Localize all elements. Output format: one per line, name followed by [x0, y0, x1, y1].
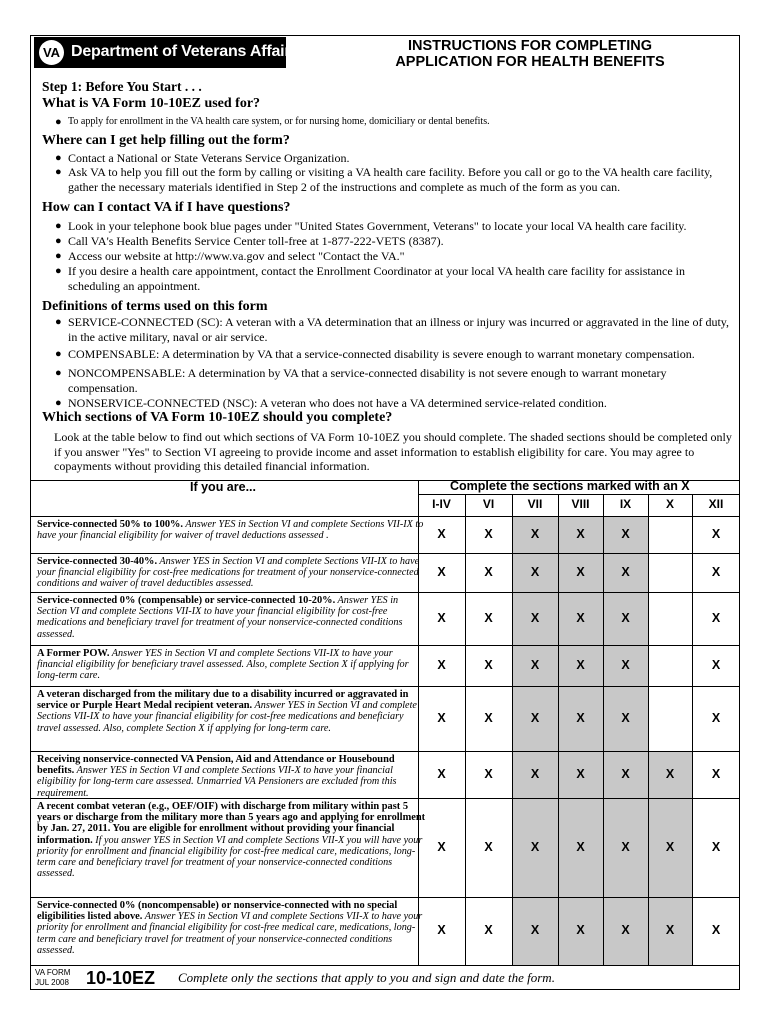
row-divider — [30, 553, 740, 554]
x-mark: X — [576, 923, 585, 937]
x-mark: X — [576, 564, 585, 579]
header-bottom-border — [30, 516, 740, 517]
x-mark: X — [530, 923, 540, 937]
table-left-header: If you are... — [190, 480, 256, 494]
x-mark: X — [437, 564, 446, 579]
row-label-bold: A veteran discharged from the military due to a disability incurred or aggravated in service or Purple Heart Medal recipient veteran. — [37, 689, 409, 712]
x-mark: X — [484, 766, 493, 781]
x-mark: X — [621, 526, 630, 541]
x-mark: X — [621, 564, 630, 579]
x-mark: X — [576, 610, 585, 625]
row-divider — [30, 686, 740, 687]
x-mark: X — [484, 564, 493, 579]
x-mark: X — [437, 526, 446, 541]
x-mark: X — [576, 766, 585, 781]
row-label-bold: Service-connected 30-40%. — [37, 556, 158, 567]
q4-heading: Definitions of terms used on this form — [42, 299, 268, 314]
q3-bullet: ● Look in your telephone book blue pages under "United States Government, Veterans" to locate your local VA health care facility. — [55, 219, 687, 233]
x-mark: X — [437, 766, 446, 781]
x-mark: X — [621, 839, 630, 854]
column-divider — [648, 494, 649, 965]
row-label — [37, 648, 427, 682]
row-divider — [30, 965, 740, 966]
q3-bullet: ● Call VA's Health Benefits Service Center toll-free at 1-877-222-VETS (8387). — [55, 234, 444, 248]
row-label-bold: A Former POW. — [37, 648, 110, 659]
q2-bullet: ● Contact a National or State Veterans Service Organization. — [55, 151, 350, 165]
x-mark: X — [576, 526, 585, 541]
column-divider — [558, 494, 559, 965]
bullet-icon: ● — [55, 348, 62, 360]
header — [30, 35, 740, 75]
x-mark: X — [484, 923, 493, 937]
q4-bullet: ● SERVICE-CONNECTED (SC): A veteran with a VA determination that an illness or injury was incurred or aggravated in the line of duty, in the active military, naval or air service. — [55, 315, 730, 344]
va-seal-icon: VA — [39, 40, 64, 65]
x-mark: X — [530, 710, 540, 725]
q1-heading: What is VA Form 10-10EZ used for? — [42, 96, 261, 111]
bullet-icon: ● — [55, 316, 62, 328]
bullet-icon: ● — [55, 152, 62, 164]
row-label-italic: Answer YES in Section VI and complete Sections VII-IX to have your financial eligibility for cost-free medications and beneficiary travel for treatment of your nonservice-connected conditions assessed. — [37, 595, 403, 640]
q2-heading: Where can I get help filling out the form? — [42, 133, 290, 148]
row-label — [37, 754, 427, 799]
x-mark: X — [484, 710, 493, 725]
footer-note: Complete only the sections that apply to you and sign and date the form. — [178, 970, 555, 985]
bullet-icon: ● — [55, 116, 62, 128]
row-divider — [30, 645, 740, 646]
row-label-bold: Service-connected 0% (compensable) or service-connected 10-20%. — [37, 595, 336, 606]
x-mark: X — [530, 766, 540, 781]
column-header: I-IV — [432, 497, 451, 511]
row-label-italic: Answer YES in Section VI and complete Sections VII-X to have your priority for enrollment and financial eligibility for cost-free medical care, medications, long-term care and beneficiary travel for treatment of your nonservice-connected conditions assessed. — [37, 911, 423, 956]
q4-bullet: ● NONSERVICE-CONNECTED (NSC): A veteran who does not have a VA determined service-related condition. — [55, 396, 607, 410]
q4-bullet: ● COMPENSABLE: A determination by VA that a service-connected disability is severe enough to warrant monetary compensation. — [55, 347, 695, 361]
x-mark: X — [621, 657, 630, 672]
q2-bullet: ● Ask VA to help you fill out the form by calling or visiting a VA health care facility. Before you call or go to the VA health care facility, gather the necessary materials identified in Step 2 of the instructions and complete as much of the form as you can. — [55, 165, 713, 194]
table-right-header: Complete the sections marked with an X — [450, 479, 690, 493]
x-mark: X — [621, 610, 630, 625]
x-mark: X — [576, 657, 585, 672]
column-header: IX — [619, 497, 632, 511]
column-divider — [465, 494, 466, 965]
row-label-bold: A recent combat veteran (e.g., OEF/OIF) with discharge from military within past 5 years or discharge from the military more than 5 years ago and applying for enrollment by Jan. 27, 2011. You are eligible for enrollment without providing your financial information. — [37, 801, 426, 846]
x-mark: X — [437, 710, 446, 725]
x-mark: X — [665, 839, 675, 854]
x-mark: X — [711, 766, 721, 781]
q5-heading: Which sections of VA Form 10-10EZ should you complete? — [42, 410, 393, 425]
x-mark: X — [711, 923, 721, 937]
x-mark: X — [576, 839, 585, 854]
q3-bullet: ● If you desire a health care appointment, contact the Enrollment Coordinator at your local VA health care facility for assistance in scheduling an appointment. — [55, 264, 686, 293]
row-divider — [30, 897, 740, 898]
x-mark: X — [530, 610, 540, 625]
x-mark: X — [530, 564, 540, 579]
column-header: VI — [482, 497, 495, 511]
x-mark: X — [484, 657, 493, 672]
org-name: Department of Veterans Affairs — [71, 43, 300, 60]
form-label: VA FORM JUL 2008 — [35, 968, 71, 987]
bullet-icon: ● — [55, 166, 62, 178]
bullet-icon: ● — [55, 235, 62, 247]
x-mark: X — [530, 526, 540, 541]
row-label-bold: Service-connected 0% (noncompensable) or nonservice-connected with no special eligibilities listed above. — [37, 900, 398, 923]
x-mark: X — [621, 923, 630, 937]
page-title: INSTRUCTIONS FOR COMPLETING APPLICATION FOR HEALTH BENEFITS — [395, 38, 665, 70]
column-header: X — [665, 497, 674, 511]
x-mark: X — [711, 839, 721, 854]
row-label-italic: Answer YES in Section VI and complete Sections VII-IX to have your financial eligibility for waiver of travel deductions assessed . — [37, 519, 424, 542]
x-mark: X — [437, 923, 446, 937]
row-label-italic: Answer YES in Section VI and complete Sections VII-IX to have your financial eligibility for beneficiary travel assessed. Also, complete Section X if applying for long-term care. — [37, 648, 409, 682]
step-heading: Step 1: Before You Start . . . — [42, 79, 202, 94]
column-divider — [512, 494, 513, 965]
x-mark: X — [437, 657, 446, 672]
x-mark: X — [665, 923, 675, 937]
column-header: XII — [708, 497, 724, 511]
x-mark: X — [437, 610, 446, 625]
bullet-icon: ● — [55, 397, 62, 409]
row-label — [37, 595, 427, 640]
row-label-italic: Answer YES in Section VI and complete Sections VII-IX to have your financial eligibility for cost-free medications for treatment of your nonservice-connected conditions and waiver of travel deductibles assessed. — [37, 556, 420, 590]
column-divider — [603, 494, 604, 965]
row-label — [37, 519, 427, 541]
x-mark: X — [665, 766, 675, 781]
x-mark: X — [711, 564, 721, 579]
x-mark: X — [530, 839, 540, 854]
q4-bullet: ● NONCOMPENSABLE: A determination by VA that a service-connected disability is not severe enough to warrant monetary compensation. — [55, 366, 667, 395]
row-label-italic: Answer YES in Section VI and complete Sections VII-IX to have your financial eligibility for cost-free medications and beneficiary travel assessed. Also, complete Section X if applying for long-term care. — [37, 700, 417, 734]
va-logo — [34, 37, 300, 68]
row-divider — [30, 592, 740, 593]
row-label-italic: Answer YES in Section VI and complete Sections VII-X to have your financial eligibility for long-term care assessed. Unmarried VA Pensioners are excluded from this requirement. — [37, 765, 397, 799]
x-mark: X — [711, 657, 721, 672]
row-label — [37, 900, 427, 956]
bullet-icon: ● — [55, 250, 62, 262]
x-mark: X — [484, 526, 493, 541]
x-mark: X — [621, 766, 630, 781]
bullet-icon: ● — [55, 265, 62, 277]
x-mark: X — [576, 710, 585, 725]
bullet-icon: ● — [55, 220, 62, 232]
row-label — [37, 556, 427, 590]
x-mark: X — [711, 610, 721, 625]
bullet-icon: ● — [55, 367, 62, 379]
x-mark: X — [711, 710, 721, 725]
row-label-bold: Receiving nonservice-connected VA Pension, Aid and Attendance or Housebound benefits. — [37, 754, 395, 777]
q3-heading: How can I contact VA if I have questions? — [42, 200, 291, 215]
row-label-italic: If you answer YES in Section VI and complete Sections VII-X you will have your priority for enrollment and financial eligibility for cost-free medical care, medications, long-term care and beneficiary travel for treatment of your nonservice-connected conditions assessed. — [37, 834, 423, 880]
x-mark: X — [530, 657, 540, 672]
x-mark: X — [484, 839, 493, 854]
x-mark: X — [484, 610, 493, 625]
column-header: VIII — [571, 497, 590, 511]
form-number: 10-10EZ — [86, 968, 156, 988]
row-divider — [30, 751, 740, 752]
row-label — [37, 689, 427, 734]
column-divider — [692, 494, 693, 965]
q1-bullet: ● To apply for enrollment in the VA health care system, or for nursing home, domiciliary or dental benefits. — [55, 116, 490, 128]
x-mark: X — [711, 526, 721, 541]
column-header: VII — [527, 497, 543, 511]
row-label — [37, 801, 427, 879]
x-mark: X — [621, 710, 630, 725]
x-mark: X — [437, 839, 446, 854]
q5-text: Look at the table below to find out which sections of VA Form 10-10EZ you should complete. The shaded sections should be completed only if you answer "Yes" to Section VI agreeing to provide income and asset information to establish eligibility for care. You may agree to copayments without providing this detailed financial information. — [54, 430, 732, 473]
q3-bullet: ● Access our website at http://www.va.gov and select "Contact the VA." — [55, 249, 405, 263]
row-label-bold: Service-connected 50% to 100%. — [37, 519, 184, 530]
